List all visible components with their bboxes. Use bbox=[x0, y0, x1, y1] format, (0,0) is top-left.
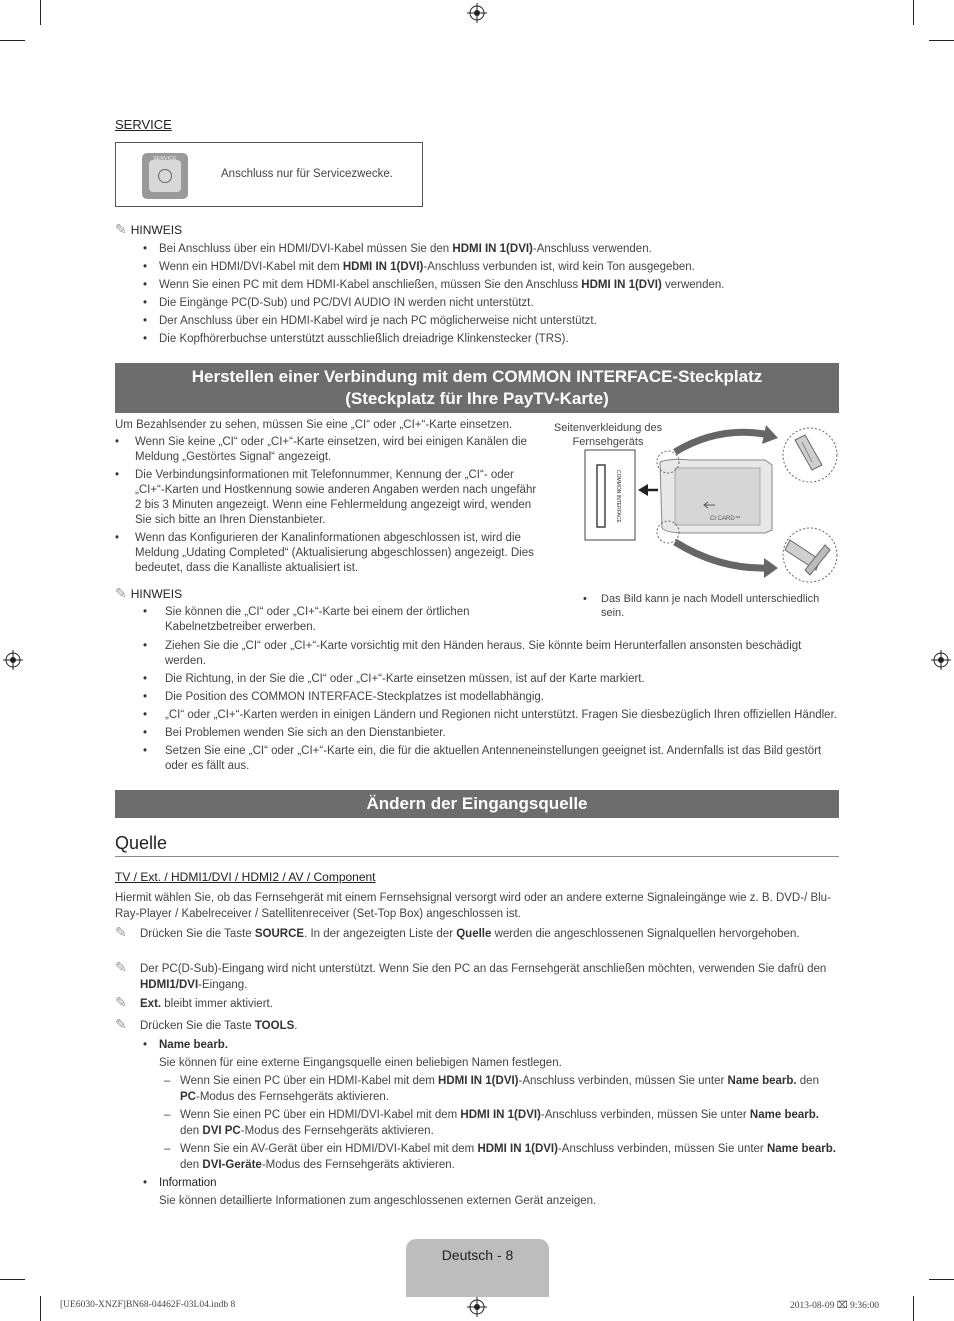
list-item: • Sie können die „CI“ oder „CI+“-Karte bei einem der örtlichen Kabelnetzbetreiber erwerben. bbox=[143, 605, 503, 635]
ci-bullet-list bbox=[115, 435, 540, 576]
divider bbox=[115, 856, 839, 857]
list-item: • Name bearb. bbox=[143, 1038, 833, 1053]
dash-item-dvi-pc: – Wenn Sie einen PC über ein HDMI/DVI-Kabel mit dem HDMI IN 1(DVI)-Anschluss verbinden, müssen Sie unter Name bearb. den DVI PC-Modus des Fernsehgeräts aktivieren. bbox=[164, 1109, 819, 1137]
page-number-tab bbox=[406, 1239, 549, 1297]
quelle-heading: Quelle bbox=[115, 833, 168, 853]
service-title: SERVICE bbox=[115, 117, 172, 132]
banner-line-2: (Steckplatz für Ihre PayTV-Karte) bbox=[345, 389, 609, 408]
service-port-icon bbox=[142, 153, 188, 199]
figure-caption-list bbox=[583, 592, 833, 620]
ci-section-banner bbox=[115, 363, 839, 413]
print-date: 2013-08-09 ⌧ 9:36:00 bbox=[790, 1301, 880, 1311]
pencil-icon: ✎ bbox=[115, 924, 127, 940]
registration-mark-left bbox=[3, 650, 23, 670]
list-item: • Bei Anschluss über ein HDMI/DVI-Kabel müssen Sie den HDMI IN 1(DVI)-Anschluss verwenden. bbox=[143, 242, 843, 257]
pencil-icon: ✎ bbox=[115, 221, 127, 237]
list-item: • Die Position des COMMON INTERFACE-Steckplatzes ist modellabhängig. bbox=[143, 690, 838, 705]
service-port-label: SERVICE bbox=[153, 156, 177, 162]
list-item: • Die Richtung, in der Sie die „CI“ oder „CI+“-Karte einsetzen müssen, ist auf der Karte markiert. bbox=[143, 672, 838, 687]
list-item: • Wenn ein HDMI/DVI-Kabel mit dem HDMI IN 1(DVI)-Anschluss verbunden ist, wird kein Ton ausgegeben. bbox=[143, 260, 843, 275]
info-list bbox=[143, 1176, 833, 1191]
dash-item-dvi-devices: – Wenn Sie ein AV-Gerät über ein HDMI/DVI-Kabel mit dem HDMI IN 1(DVI)-Anschluss verbinden, müssen Sie unter Name bearb. den DVI-Geräte-Modus des Fernsehgeräts aktivieren. bbox=[164, 1143, 836, 1171]
source-list-subheading: TV / Ext. / HDMI1/DVI / HDMI2 / AV / Component bbox=[115, 870, 376, 884]
pencil-icon: ✎ bbox=[115, 1016, 127, 1032]
hinweis-note-2 bbox=[115, 585, 182, 602]
source-intro: Hiermit wählen Sie, ob das Fernsehgerät mit einem Fernsehsignal versorgt wird oder an andere externe Signaleingänge wie z. B. DVD-/ Blu-Ray-Player / Kabelreceiver / Satellitenreceiver (Set-Top Box) angeschlossen ist. bbox=[115, 892, 831, 920]
list-item: • Wenn das Konfigurieren der Kanalinformationen abgeschlossen ist, wird die Meldung „Udating Completed“ (Aktualisierung abgeschlossen) angezeigt. Dies bedeutet, dass die Kanalliste aktualisiert ist. bbox=[115, 531, 540, 576]
pencil-icon: ✎ bbox=[115, 959, 127, 975]
figure-label: Seitenverkleidung des Fernsehgeräts bbox=[553, 422, 663, 448]
note-tools: ✎ Drücken Sie die Taste TOOLS. bbox=[115, 1016, 298, 1032]
note-pc-input: ✎ Der PC(D-Sub)-Eingang wird nicht unterstützt. Wenn Sie den PC an das Fernsehgerät anschließen möchten, verwenden Sie dafrü den HDMI1/DVI-Eingang. bbox=[115, 959, 827, 991]
input-section-banner: Ändern der Eingangsquelle bbox=[115, 790, 839, 818]
pencil-icon: ✎ bbox=[115, 994, 127, 1010]
note-ext: ✎ Ext. bleibt immer aktiviert. bbox=[115, 994, 273, 1010]
list-item: • Die Eingänge PC(D-Sub) und PC/DVI AUDIO IN werden nicht unterstützt. bbox=[143, 296, 843, 311]
name-description: Sie können für eine externe Eingangsquelle einen beliebigen Namen festlegen. bbox=[159, 1057, 562, 1069]
info-description: Sie können detaillierte Informationen zum angeschlossenen externen Gerät anzeigen. bbox=[159, 1195, 597, 1207]
list-item: • Die Verbindungsinformationen mit Telefonnummer, Kennung der „CI“- oder „CI+“-Karten und Hostkennung sowie anderen Angaben werden nach ungefähr 2 bis 3 Minuten angezeigt. Wenn eine Fehlermeldung angezeigt wird, wenden Sie sich bitte an Ihren Dienstanbieter. bbox=[115, 468, 540, 528]
ci-hinweis-first bbox=[143, 605, 503, 635]
hinweis-list-1 bbox=[143, 242, 843, 347]
list-item: • Information bbox=[143, 1176, 833, 1191]
figure-slot-text: COMMON INTERFACE bbox=[615, 470, 621, 523]
list-item: • Bei Problemen wenden Sie sich an den Dienstanbieter. bbox=[143, 726, 838, 741]
list-item: • Wenn Sie keine „CI“ oder „CI+“-Karte einsetzen, wird bei einigen Kanälen die Meldung „Gestörtes Signal“ angezeigt. bbox=[115, 435, 540, 465]
pencil-icon: ✎ bbox=[115, 585, 127, 601]
ci-intro: Um Bezahlsender zu sehen, müssen Sie eine „CI“ oder „CI+“-Karte einsetzen. bbox=[115, 419, 513, 431]
list-item: • Wenn Sie einen PC mit dem HDMI-Kabel anschließen, müssen Sie den Anschluss HDMI IN 1(DVI) verwenden. bbox=[143, 278, 843, 293]
service-description: Anschluss nur für Servicezwecke. bbox=[221, 168, 393, 180]
ci-hinweis-list bbox=[143, 639, 838, 774]
registration-mark-top bbox=[467, 3, 487, 23]
registration-mark-bottom bbox=[467, 1297, 487, 1317]
hinweis-note-1 bbox=[115, 221, 182, 238]
note-source: ✎ Drücken Sie die Taste SOURCE. In der angezeigten Liste der Quelle werden die angeschlossenen Signalquellen hervorgehoben. bbox=[115, 924, 800, 940]
figure-card-text: CI CARD™ bbox=[710, 516, 741, 522]
banner-line-1: Herstellen einer Verbindung mit dem COMMON INTERFACE-Steckplatz bbox=[191, 367, 763, 386]
hinweis-heading: HINWEIS bbox=[130, 587, 183, 601]
list-item: • Setzen Sie eine „CI“ oder „CI+“-Karte ein, die für die aktuellen Antenneneinstellungen geeignet ist. Andernfalls ist das Bild gestört oder es fällt aus. bbox=[143, 744, 838, 774]
figure-caption: • Das Bild kann je nach Modell unterschiedlich sein. bbox=[583, 592, 833, 620]
hinweis-heading: HINWEIS bbox=[130, 223, 183, 237]
list-item: • Ziehen Sie die „CI“ oder „CI+“-Karte vorsichtig mit den Händen heraus. Sie könnte beim Herunterfallen ansonsten beschädigt werden. bbox=[143, 639, 838, 669]
dash-item-pc: – Wenn Sie einen PC über ein HDMI-Kabel mit dem HDMI IN 1(DVI)-Anschluss verbinden, müssen Sie unter Name bearb. den PC-Modus des Fernsehgeräts aktivieren. bbox=[164, 1075, 819, 1103]
tools-list bbox=[143, 1038, 833, 1056]
list-item: • Die Kopfhörerbuchse unterstützt ausschließlich dreiadrige Klinkenstecker (TRS). bbox=[143, 332, 843, 347]
service-box bbox=[115, 142, 423, 207]
file-info: [UE6030-XNZF]BN68-04462F-03L04.indb 8 bbox=[60, 1300, 236, 1310]
ci-card-illustration bbox=[580, 420, 842, 588]
list-item: • „CI“ oder „CI+“-Karten werden in einigen Ländern und Regionen nicht unterstützt. Fragen Sie diesbezüglich Ihren offiziellen Händler. bbox=[143, 708, 838, 723]
page-label: Deutsch - 8 bbox=[441, 1247, 514, 1263]
registration-mark-right bbox=[931, 650, 951, 670]
list-item: • Der Anschluss über ein HDMI-Kabel wird je nach PC möglicherweise nicht unterstützt. bbox=[143, 314, 843, 329]
